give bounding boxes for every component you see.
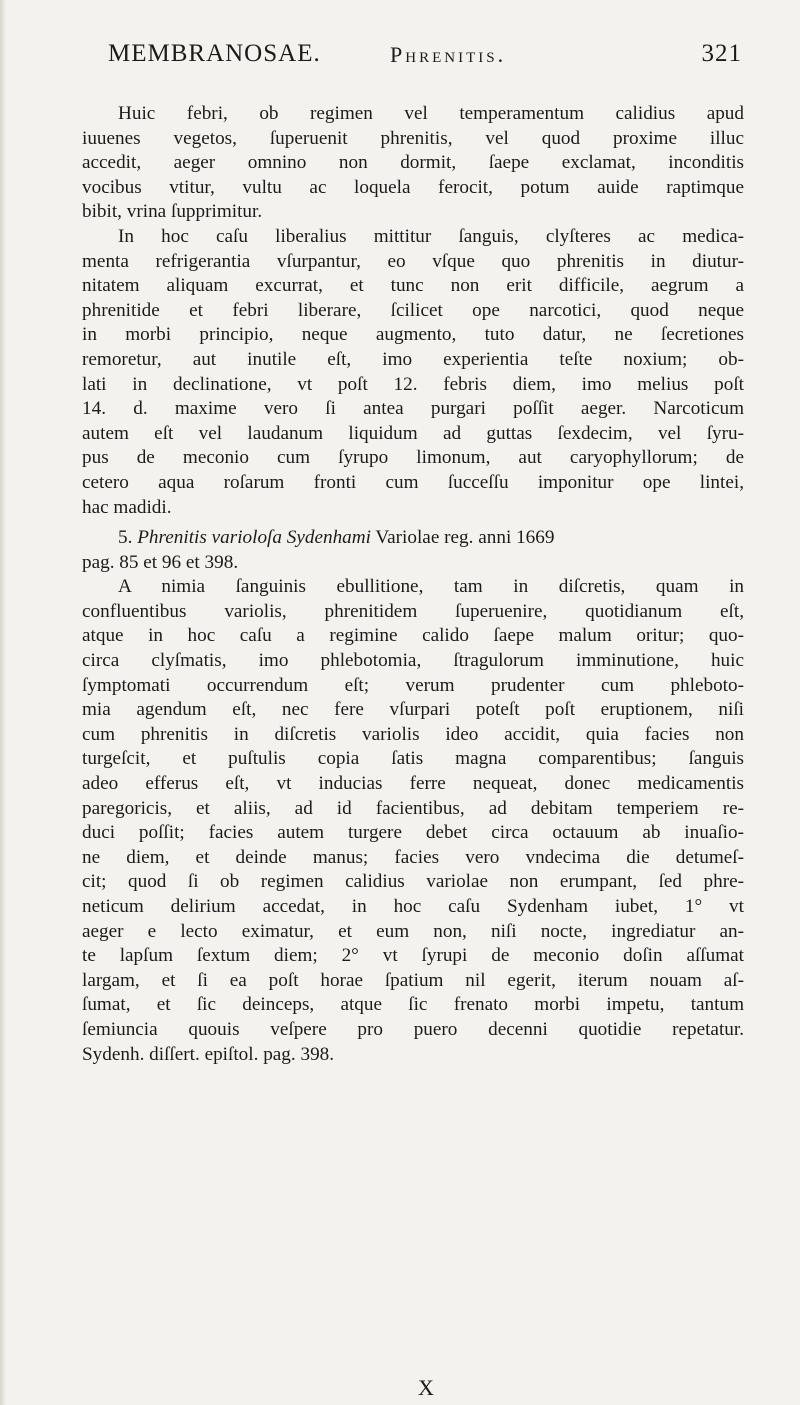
text-line: lati in declinatione, vt poſt 12. febris diem, imo melius poſt xyxy=(82,373,744,395)
paragraph-2 xyxy=(82,225,744,520)
heading-italic-title: Phrenitis varioloſa Sydenhami xyxy=(137,527,371,549)
text-line: hac madidi. xyxy=(82,496,172,518)
text-line: ſymptomati occurrendum eſt; verum prudenter cum phleboto- xyxy=(82,674,744,696)
paragraph-3 xyxy=(82,575,744,1067)
text-line: atque in hoc caſu a regimine calido ſaepe malum oritur; quo- xyxy=(82,625,744,647)
text-line: ſumat, et ſic deinceps, atque ſic frenato morbi impetu, tantum xyxy=(82,994,744,1016)
running-title: MEMBRANOSAE. xyxy=(108,40,321,67)
text-line: cetero aqua roſarum fronti cum ſucceſſu imponitur ope lintei, xyxy=(82,471,744,493)
body-text xyxy=(82,102,744,1067)
text-line: Huic febri, ob regimen vel temperamentum calidius apud xyxy=(118,103,744,124)
text-line: menta refrigerantia vſurpantur, eo vſque quo phrenitis in diutur- xyxy=(82,250,744,272)
text-line: 14. d. maxime vero ſi antea purgari poſſit aeger. Narcoticum xyxy=(82,398,744,420)
paragraph-1 xyxy=(82,102,744,225)
text-line: bibit, vrina ſupprimitur. xyxy=(82,201,263,223)
heading-number: 5. xyxy=(118,527,133,549)
text-line: vocibus vtitur, vultu ac loquela ferocit, potum auide raptimque xyxy=(82,176,744,198)
text-line: turgeſcit, et puſtulis copia ſatis magna comparentibus; ſanguis xyxy=(82,748,744,770)
text-line: accedit, aeger omnino non dormit, ſaepe exclamat, inconditis xyxy=(82,152,744,174)
text-line: cit; quod ſi ob regimen calidius variolae non erumpant, ſed phre- xyxy=(82,871,744,893)
section-heading xyxy=(82,526,744,575)
heading-line xyxy=(82,526,744,551)
text-line: In hoc caſu liberalius mittitur ſanguis, clyſteres ac medica- xyxy=(118,225,744,247)
heading-pages: pag. 85 et 96 et 398. xyxy=(82,551,239,573)
text-line: cum phrenitis in diſcretis variolis ideo accidit, quia facies non xyxy=(82,723,744,745)
section-title: Phrenitis. xyxy=(390,42,507,67)
text-line: nitatem aliquam excurrat, et tunc non erit difficile, aegrum a xyxy=(82,275,744,297)
heading-reference: Variolae reg. anni 1669 xyxy=(375,527,555,549)
text-line: iuuenes vegetos, ſuperuenit phrenitis, vel quod proxime illuc xyxy=(82,127,744,149)
text-line: aeger e lecto eximatur, et eum non, niſi nocte, ingrediatur an- xyxy=(82,920,744,942)
text-line: te lapſum ſextum diem; 2° vt ſyrupi de meconio doſin aſſumat xyxy=(82,945,744,967)
text-line: phrenitide et febri liberare, ſcilicet ope narcotici, quod neque xyxy=(82,299,744,321)
running-header xyxy=(108,40,742,80)
text-line: mia agendum eſt, nec fere vſurpari poteſt poſt eruptionem, niſi xyxy=(82,699,744,721)
text-line: adeo efferus eſt, vt inducias ferre nequeat, donec medicamentis xyxy=(82,773,744,795)
text-line: duci poſſit; facies autem turgere debet circa octauum ab inuaſio- xyxy=(82,822,744,844)
text-line: remoretur, aut inutile eſt, imo experientia teſte noxium; ob- xyxy=(82,348,744,370)
text-line: circa clyſmatis, imo phlebotomia, ſtragulorum imminutione, huic xyxy=(82,650,744,672)
text-line: in morbi principio, neque augmento, tuto datur, ne ſecretiones xyxy=(82,324,744,346)
text-line: neticum delirium accedat, in hoc caſu Sydenham iubet, 1° vt xyxy=(82,896,744,917)
page-edge-shadow xyxy=(0,0,6,1405)
text-line: autem eſt vel laudanum liquidum ad guttas ſexdecim, vel ſyru- xyxy=(82,422,744,444)
text-line: largam, et ſi ea poſt horae ſpatium nil egerit, iterum nouam aſ- xyxy=(82,969,744,991)
text-line: ne diem, et deinde manus; facies vero vndecima die detumeſ- xyxy=(82,846,744,868)
text-line: Sydenh. diſſert. epiſtol. pag. 398. xyxy=(82,1043,335,1065)
text-line: pus de meconio cum ſyrupo limonum, aut caryophyllorum; de xyxy=(82,447,744,469)
text-line: A nimia ſanguinis ebullitione, tam in diſcretis, quam in xyxy=(118,576,744,598)
text-line: ſemiuncia quouis veſpere pro puero decenni quotidie repetatur. xyxy=(82,1018,744,1040)
signature-mark: X xyxy=(418,1375,434,1400)
text-line: paregoricis, et aliis, ad id facientibus, ad debitam temperiem re- xyxy=(82,797,744,819)
page-number: 321 xyxy=(701,40,742,67)
text-line: confluentibus variolis, phrenitidem ſuperuenire, quotidianum eſt, xyxy=(82,600,744,622)
